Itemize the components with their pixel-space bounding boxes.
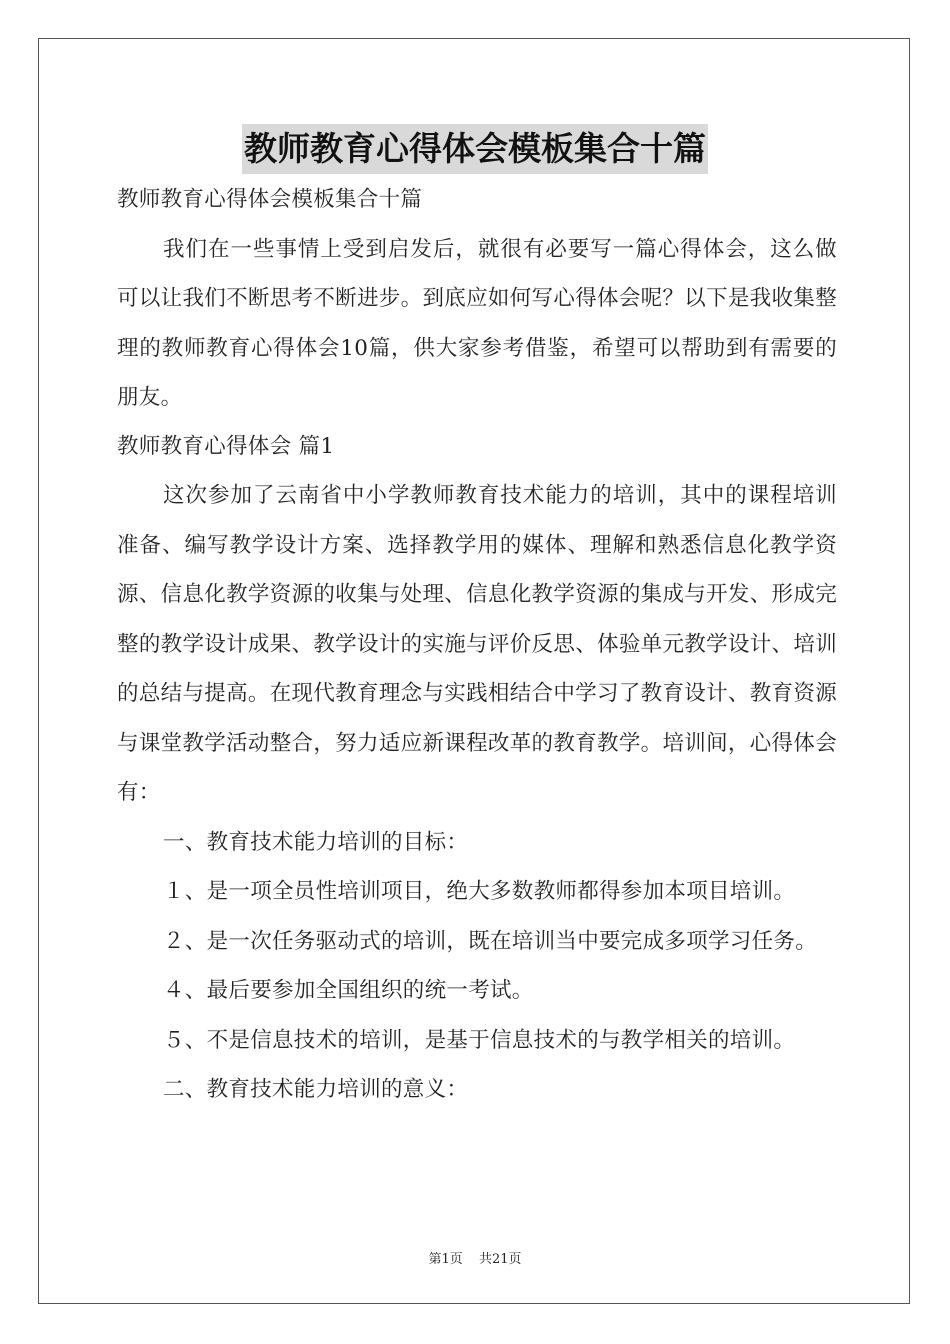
- document-title: 教师教育心得体会模板集合十篇: [242, 124, 708, 174]
- section-heading: 教师教育心得体会 篇1: [117, 433, 335, 459]
- page-number: 第1页: [428, 1252, 463, 1267]
- title-container: [0, 124, 950, 174]
- list-heading: 一、教育技术能力培训的目标：: [163, 829, 469, 855]
- list-heading: 二、教育技术能力培训的意义：: [163, 1077, 469, 1102]
- document-subtitle: 教师教育心得体会模板集合十篇: [117, 187, 423, 212]
- page-total: 共21页: [478, 1252, 522, 1267]
- list-item: １、是一项全员性培训项目，绝大多数教师都得参加本项目培训。: [163, 879, 796, 904]
- page-footer: [0, 1248, 950, 1267]
- document-body: [117, 176, 837, 1115]
- intro-paragraph: 我们在一些事情上受到启发后，就很有必要写一篇心得体会，这么做可以让我们不断思考不断进步。到底应如何写心得体会呢？以下是我收集整理的教师教育心得体会10篇，供大家参考借鉴，希望可以帮助到有需要的朋友。: [117, 236, 837, 410]
- list-item: ２、是一次任务驱动式的培训，既在培训当中要完成多项学习任务。: [163, 928, 818, 954]
- section-paragraph: 这次参加了云南省中小学教师教育技术能力的培训，其中的课程培训准备、编写教学设计方案、选择教学用的媒体、理解和熟悉信息化教学资源、信息化教学资源的收集与处理、信息化教学资源的集成与开发、形成完整的教学设计成果、教学设计的实施与评价反思、体验单元教学设计、培训的总结与提高。在现代教育理念与实践相结合中学习了教育设计、教育资源与课堂教学活动整合，努力适应新课程改革的教育教学。培训间，心得体会有：: [117, 483, 837, 805]
- list-item: ４、最后要参加全国组织的统一考试。: [163, 978, 534, 1003]
- list-item: ５、不是信息技术的培训，是基于信息技术的与教学相关的培训。: [163, 1027, 796, 1053]
